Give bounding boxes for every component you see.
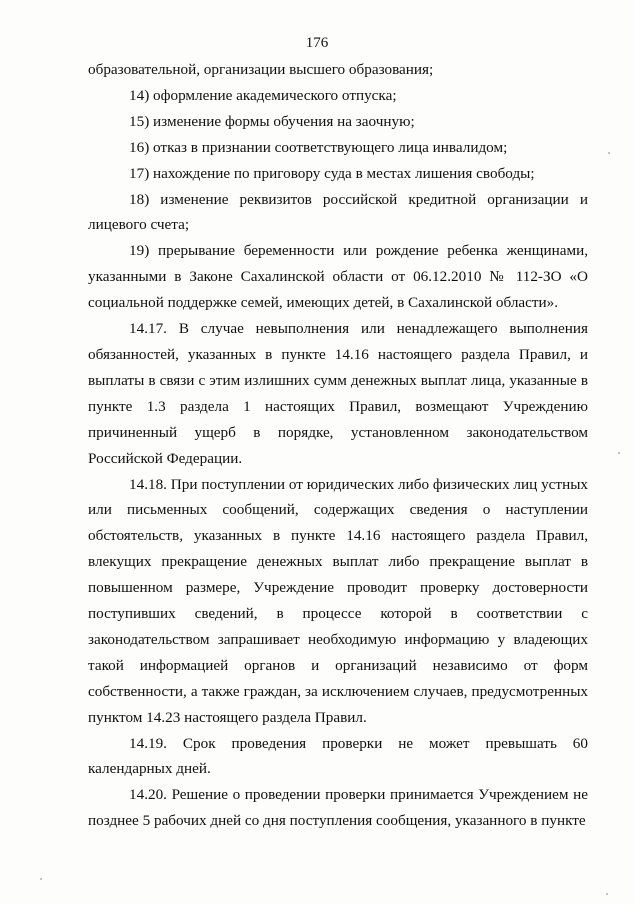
scan-speck xyxy=(608,152,610,154)
clause-14-17: 14.17. В случае невыполнения или ненадлежащего выполнения обязанностей, указанных в пункте 14.16 настоящего раздела Правил, и выплаты в связи с этим излишних сумм денежных выплат лица, указанные в пункте 1.3 раздела 1 настоящих Правил, возмещают Учреждению причиненный ущерб в порядке, установленном законодательством Российской Федерации. xyxy=(88,320,588,467)
clause-14-18: 14.18. При поступлении от юридических либо физических лиц устных или письменных сообщений, содержащих сведения о наступлении обстоятельств, указанных в пункте 14.16 настоящего раздела Правил, влекущих прекращение денежных выплат либо прекращение выплат в повышенном размере, Учреждение проводит проверку достоверности поступивших сведений, в процессе которой в соответствии с законодательством запрашивает необходимую информацию у владеющих такой информацией органов и организаций независимо от форм собственности, а также граждан, за исключением случаев, предусмотренных пунктом 14.23 настоящего раздела Правил. xyxy=(88,475,588,726)
scan-speck xyxy=(618,452,620,454)
list-item-16: 16) отказ в признании соответствующего лица инвалидом; xyxy=(129,138,508,156)
list-item-15: 15) изменение формы обучения на заочную; xyxy=(129,112,415,130)
paragraph-continuation: образовательной, организации высшего образования; xyxy=(88,61,434,78)
list-item-17: 17) нахождение по приговору суда в местах лишения свободы; xyxy=(129,164,535,182)
list-item-14: 14) оформление академического отпуска; xyxy=(129,86,397,104)
list-item-19: 19) прерывание беременности или рождение ребенка женщинами, указанными в Законе Сахалинской области от 06.12.2010 № 112-ЗО «О социальной поддержке семей, имеющих детей, в Сахалинской области». xyxy=(88,242,588,312)
scan-speck xyxy=(606,893,608,895)
scan-speck xyxy=(40,878,42,880)
clause-14-20: 14.20. Решение о проведении проверки принимается Учреждением не позднее 5 рабочих дней со дня поступления сообщения, указанного в пункте xyxy=(88,786,588,830)
clause-14-19: 14.19. Срок проведения проверки не может превышать 60 календарных дней. xyxy=(88,734,588,778)
list-item-18: 18) изменение реквизитов российской кредитной организации и лицевого счета; xyxy=(88,190,588,234)
page-number: 176 xyxy=(305,35,329,51)
document-body xyxy=(88,57,588,834)
